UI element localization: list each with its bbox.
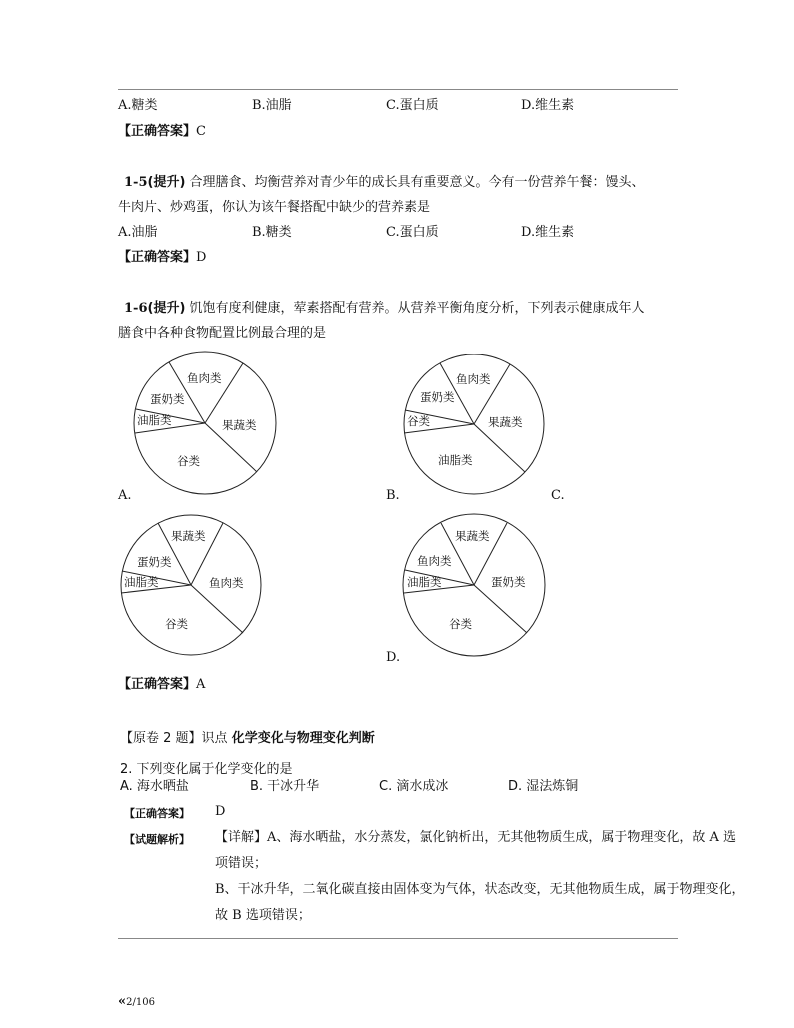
- pie-chart-c: [115, 513, 275, 663]
- q2-answer-value: D: [215, 804, 226, 819]
- page-footer: [118, 994, 155, 1009]
- bottom-divider: [118, 938, 678, 939]
- q1-5-option-b: B.糖类: [252, 225, 292, 240]
- answer-value: C: [196, 124, 206, 139]
- question-number: 1-5: [124, 175, 148, 190]
- top-divider: [118, 89, 678, 90]
- question-text: 合理膳食、均衡营养对青少年的成长具有重要意义。今有一份营养午餐：馒头、: [189, 175, 645, 190]
- question-level: (提升): [147, 175, 186, 190]
- pie-chart-a: [128, 350, 288, 500]
- section-heading-prefix: 【原卷 2 题】识点: [120, 731, 228, 746]
- q1-5-answer: [118, 250, 206, 266]
- answer-label: 【正确答案】: [118, 677, 197, 692]
- answer-value: A: [196, 677, 206, 692]
- q1-4-option-c: C.蛋白质: [386, 98, 439, 113]
- section-heading-topic: 化学变化与物理变化判断: [231, 731, 375, 746]
- q1-5-option-c: C.蛋白质: [386, 225, 439, 240]
- pie-a-label: 谷类: [177, 454, 200, 468]
- pie-c-option-label: C.: [551, 488, 565, 503]
- q1-6-line2: 膳食中各种食物配置比例最合理的是: [118, 326, 327, 341]
- q2-answer-label: 【正确答案】: [124, 807, 190, 820]
- footer-marker-icon: «: [118, 994, 127, 1009]
- question-text: 饥饱有度利健康，荤素搭配有营养。从营养平衡角度分析，下列表示健康成年人: [189, 301, 645, 316]
- q1-4-option-a: A.糖类: [118, 98, 158, 113]
- pie-b-label: 油脂类: [438, 453, 473, 467]
- answer-value: D: [196, 250, 207, 265]
- pie-chart-b: [398, 354, 558, 504]
- q2-question: 2. 下列变化属于化学变化的是: [120, 762, 293, 777]
- q1-5-option-d: D.维生素: [521, 225, 575, 240]
- q2-option-b: B. 干冰升华: [250, 779, 320, 794]
- q1-4-option-d: D.维生素: [521, 98, 575, 113]
- pie-c-label: 油脂类: [124, 575, 159, 589]
- pie-a-option-label: A.: [118, 488, 132, 503]
- pie-chart-d: [399, 513, 559, 663]
- question-number: 1-6: [124, 301, 148, 316]
- pie-b-label: 果蔬类: [488, 415, 523, 429]
- pie-b-label: 鱼肉类: [456, 372, 491, 386]
- pie-c-label: 果蔬类: [171, 529, 206, 543]
- q2-analysis-line: B、干冰升华，二氧化碳直接由固体变为气体，状态改变，无其他物质生成，属于物理变化，: [215, 882, 745, 897]
- pie-d-label: 蛋奶类: [491, 575, 526, 589]
- answer-label: 【正确答案】: [118, 250, 197, 265]
- pie-b-label: 蛋奶类: [420, 390, 455, 404]
- page-number: 2/106: [126, 997, 155, 1008]
- q1-5-line1: [124, 175, 645, 191]
- q2-option-a: A. 海水晒盐: [120, 779, 189, 794]
- q2-analysis-label: 【试题解析】: [124, 833, 190, 846]
- answer-label: 【正确答案】: [118, 124, 197, 139]
- pie-d-label: 油脂类: [407, 575, 442, 589]
- q1-6-answer: [118, 677, 205, 693]
- q2-option-c: C. 滴水成冰: [379, 779, 449, 794]
- section-2-heading: [120, 731, 375, 747]
- q1-6-line1: [124, 301, 645, 317]
- pie-c-label: 鱼肉类: [209, 576, 244, 590]
- pie-a-label: 果蔬类: [222, 418, 257, 432]
- pie-d-label: 鱼肉类: [417, 554, 452, 568]
- pie-a-label: 鱼肉类: [187, 371, 222, 385]
- q2-analysis-line: 故 B 选项错误；: [215, 908, 311, 923]
- q1-4-answer: [118, 124, 206, 140]
- q2-analysis-line: 【详解】A、海水晒盐，水分蒸发，氯化钠析出，无其他物质生成，属于物理变化，故 A 选: [215, 830, 737, 845]
- q2-analysis-line: 项错误；: [215, 856, 268, 871]
- pie-d-label: 果蔬类: [455, 529, 490, 543]
- pie-c-label: 蛋奶类: [137, 555, 172, 569]
- pie-c-label: 谷类: [165, 617, 188, 631]
- pie-a-label: 蛋奶类: [150, 392, 185, 406]
- pie-a-label: 油脂类: [137, 413, 172, 427]
- pie-b-label: 谷类: [407, 414, 430, 428]
- q1-5-option-a: A.油脂: [118, 225, 158, 240]
- question-level: (提升): [147, 301, 186, 316]
- pie-d-label: 谷类: [449, 617, 472, 631]
- q1-5-line2: 牛肉片、炒鸡蛋，你认为该午餐搭配中缺少的营养素是: [118, 200, 431, 215]
- pie-d-option-label: D.: [386, 650, 401, 665]
- q1-4-option-b: B.油脂: [252, 98, 292, 113]
- pie-b-option-label: B.: [386, 488, 400, 503]
- q2-option-d: D. 湿法炼铜: [508, 779, 579, 794]
